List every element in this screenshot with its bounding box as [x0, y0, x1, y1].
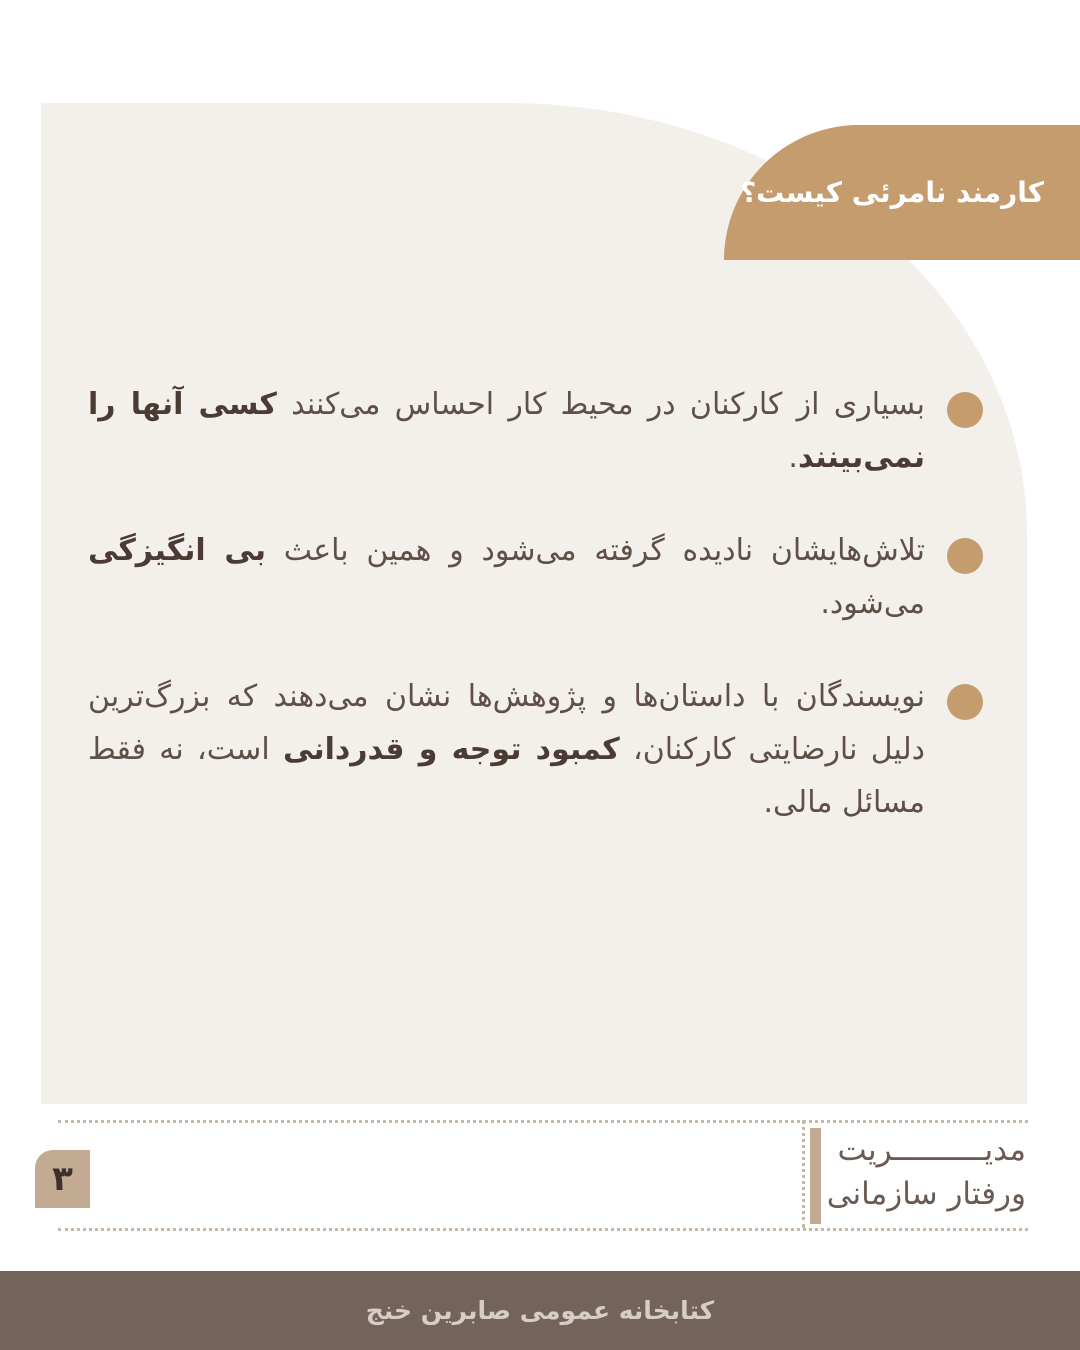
brand-accent-bar [810, 1128, 821, 1224]
bullet-dot-icon [947, 392, 983, 428]
brand-line-1: مدیــــــــــریت [837, 1132, 1026, 1168]
page-title: کارمند نامرئی کیست؟ [739, 176, 1044, 209]
bullet-text: نویسندگان با داستان‌ها و پژوهش‌ها نشان می‌دهند که بزرگ‌ترین دلیل نارضایتی کارکنان، کمبود توجه و قدردانی است، نه فقط مسائل مالی. [88, 679, 925, 820]
library-name: کتابخانه عمومی صابرین خنج [365, 1296, 715, 1325]
brand-label [827, 1128, 1026, 1216]
list-item [88, 378, 983, 484]
brand-line-2: ورفتار سازمانی [826, 1176, 1026, 1212]
library-bar [0, 1271, 1080, 1350]
bullet-dot-icon [947, 684, 983, 720]
list-item [88, 524, 983, 630]
title-tab [724, 125, 1080, 260]
bullet-text: تلاش‌هایشان نادیده گرفته می‌شود و همین باعث بی انگیزگی می‌شود. [88, 533, 926, 621]
bullet-dot-icon [947, 538, 983, 574]
bullet-list [88, 378, 983, 869]
page-number: ۳ [35, 1150, 90, 1208]
bullet-text: بسیاری از کارکنان در محیط کار احساس می‌کنند کسی آنها را نمی‌بینند. [88, 387, 926, 475]
list-item [88, 670, 983, 829]
